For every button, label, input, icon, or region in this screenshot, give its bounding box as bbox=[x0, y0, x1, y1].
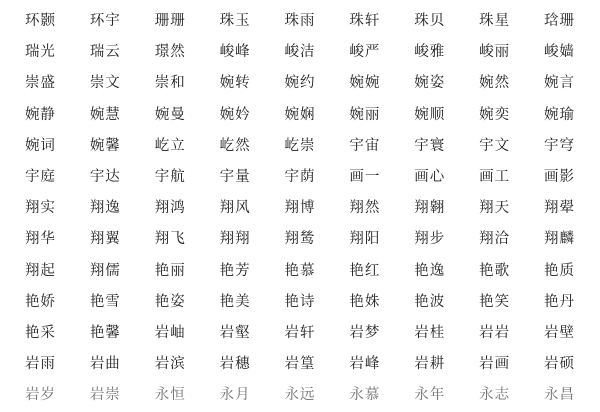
character-cell: 环宇 bbox=[89, 13, 121, 29]
character-cell: 婉婉 bbox=[349, 75, 381, 92]
character-cell: 翔实 bbox=[24, 200, 56, 217]
character-cell: 翔翱 bbox=[414, 200, 446, 217]
character-cell: 翔博 bbox=[284, 200, 316, 217]
character-cell: 艳姝 bbox=[349, 293, 381, 310]
character-cell: 岩桂 bbox=[414, 325, 446, 342]
character-cell: 崇文 bbox=[89, 75, 121, 92]
character-cell: 岩穗 bbox=[219, 356, 251, 373]
character-cell: 艳雪 bbox=[89, 293, 121, 310]
character-cell: 艳歌 bbox=[479, 262, 511, 279]
character-cell: 珠玉 bbox=[219, 13, 251, 29]
character-cell: 岩峰 bbox=[349, 356, 381, 373]
character-cell: 婉慧 bbox=[89, 106, 121, 123]
character-cell: 永远 bbox=[284, 387, 316, 404]
character-cell: 婉词 bbox=[24, 137, 56, 154]
character-cell: 婉瑜 bbox=[544, 106, 576, 123]
character-cell: 艳质 bbox=[544, 262, 576, 279]
character-cell: 岩轩 bbox=[284, 325, 316, 342]
character-cell: 婉丽 bbox=[349, 106, 381, 123]
character-cell: 翔鸿 bbox=[154, 200, 186, 217]
character-cell: 岩硕 bbox=[544, 356, 576, 373]
character-cell: 画影 bbox=[544, 169, 576, 186]
character-cell: 琀珊 bbox=[544, 13, 576, 29]
character-cell: 翔天 bbox=[479, 200, 511, 217]
character-cell: 翔然 bbox=[349, 200, 381, 217]
character-cell: 翔儒 bbox=[89, 262, 121, 279]
character-cell: 翔起 bbox=[24, 262, 56, 279]
character-cell: 岩画 bbox=[479, 356, 511, 373]
character-cell: 永月 bbox=[219, 387, 251, 404]
character-cell: 宇穹 bbox=[544, 137, 576, 154]
character-cell: 瑞光 bbox=[24, 44, 56, 61]
character-cell: 宇航 bbox=[154, 169, 186, 186]
character-cell: 岩壑 bbox=[219, 325, 251, 342]
character-cell: 峻洁 bbox=[284, 44, 316, 61]
character-cell: 艳采 bbox=[24, 325, 56, 342]
character-cell: 宇宙 bbox=[349, 137, 381, 154]
character-cell: 艳慕 bbox=[284, 262, 316, 279]
character-cell: 婉奕 bbox=[479, 106, 511, 123]
character-cell: 艳姿 bbox=[154, 293, 186, 310]
character-cell: 岩雨 bbox=[24, 356, 56, 373]
character-cell: 艳馨 bbox=[89, 325, 121, 342]
character-cell: 珠贝 bbox=[414, 13, 446, 29]
character-cell: 宇庭 bbox=[24, 169, 56, 186]
character-cell: 宇寰 bbox=[414, 137, 446, 154]
character-cell: 珠轩 bbox=[349, 13, 381, 29]
character-cell: 永慕 bbox=[349, 387, 381, 404]
character-cell: 艳芳 bbox=[219, 262, 251, 279]
character-cell: 岩壁 bbox=[544, 325, 576, 342]
character-cell: 崇盛 bbox=[24, 75, 56, 92]
character-cell: 婉娴 bbox=[284, 106, 316, 123]
character-cell: 艳波 bbox=[414, 293, 446, 310]
character-cell: 屹然 bbox=[219, 137, 251, 154]
character-cell: 翔逸 bbox=[89, 200, 121, 217]
character-cell: 艳笑 bbox=[479, 293, 511, 310]
character-cell: 翔鸶 bbox=[284, 231, 316, 248]
character-cell: 婉约 bbox=[284, 75, 316, 92]
character-cell: 画一 bbox=[349, 169, 381, 186]
character-cell: 永恒 bbox=[154, 387, 186, 404]
character-cell: 翔翼 bbox=[89, 231, 121, 248]
character-cell: 婉妗 bbox=[219, 106, 251, 123]
character-cell: 永年 bbox=[414, 387, 446, 404]
character-cell: 艳诗 bbox=[284, 293, 316, 310]
character-cell: 璟然 bbox=[154, 44, 186, 61]
character-cell: 屹立 bbox=[154, 137, 186, 154]
character-cell: 翔风 bbox=[219, 200, 251, 217]
character-cell: 翔翚 bbox=[544, 200, 576, 217]
character-cell: 屹崇 bbox=[284, 137, 316, 154]
character-cell: 永昌 bbox=[544, 387, 576, 404]
character-cell: 宇荫 bbox=[284, 169, 316, 186]
character-cell: 婉转 bbox=[219, 75, 251, 92]
character-cell: 翔华 bbox=[24, 231, 56, 248]
character-cell: 岩篁 bbox=[284, 356, 316, 373]
character-cell: 宇文 bbox=[479, 137, 511, 154]
character-cell: 婉顺 bbox=[414, 106, 446, 123]
character-cell: 瑞云 bbox=[89, 44, 121, 61]
character-cell: 永志 bbox=[479, 387, 511, 404]
character-cell: 艳红 bbox=[349, 262, 381, 279]
character-cell: 峻雅 bbox=[414, 44, 446, 61]
character-cell: 岩崇 bbox=[89, 387, 121, 404]
character-cell: 翔翔 bbox=[219, 231, 251, 248]
character-cell: 岩岫 bbox=[154, 325, 186, 342]
character-cell: 岩耕 bbox=[414, 356, 446, 373]
character-cell: 婉言 bbox=[544, 75, 576, 92]
character-cell: 珊珊 bbox=[154, 13, 186, 29]
character-cell: 岩滨 bbox=[154, 356, 186, 373]
character-cell: 婉曼 bbox=[154, 106, 186, 123]
character-cell: 宇达 bbox=[89, 169, 121, 186]
character-cell: 婉馨 bbox=[89, 137, 121, 154]
character-cell: 翔洽 bbox=[479, 231, 511, 248]
character-cell: 艳美 bbox=[219, 293, 251, 310]
character-cell: 画工 bbox=[479, 169, 511, 186]
character-cell: 珠星 bbox=[479, 13, 511, 29]
character-cell: 珠雨 bbox=[284, 13, 316, 29]
character-cell: 岩曲 bbox=[89, 356, 121, 373]
character-cell: 峻峰 bbox=[219, 44, 251, 61]
character-cell: 崇和 bbox=[154, 75, 186, 92]
character-cell: 环颢 bbox=[24, 13, 56, 29]
character-cell: 婉姿 bbox=[414, 75, 446, 92]
character-cell: 艳丹 bbox=[544, 293, 576, 310]
character-cell: 峻丽 bbox=[479, 44, 511, 61]
character-cell: 岩岁 bbox=[24, 387, 56, 404]
character-cell: 翔麟 bbox=[544, 231, 576, 248]
character-cell: 峻严 bbox=[349, 44, 381, 61]
character-cell: 婉然 bbox=[479, 75, 511, 92]
character-cell: 峻嫱 bbox=[544, 44, 576, 61]
character-cell: 宇量 bbox=[219, 169, 251, 186]
character-cell: 婉静 bbox=[24, 106, 56, 123]
character-cell: 岩岩 bbox=[479, 325, 511, 342]
character-cell: 翔步 bbox=[414, 231, 446, 248]
character-cell: 翔阳 bbox=[349, 231, 381, 248]
character-cell: 艳丽 bbox=[154, 262, 186, 279]
character-cell: 岩梦 bbox=[349, 325, 381, 342]
character-cell: 翔飞 bbox=[154, 231, 186, 248]
character-cell: 画心 bbox=[414, 169, 446, 186]
character-cell: 艳娇 bbox=[24, 293, 56, 310]
character-cell: 艳逸 bbox=[414, 262, 446, 279]
